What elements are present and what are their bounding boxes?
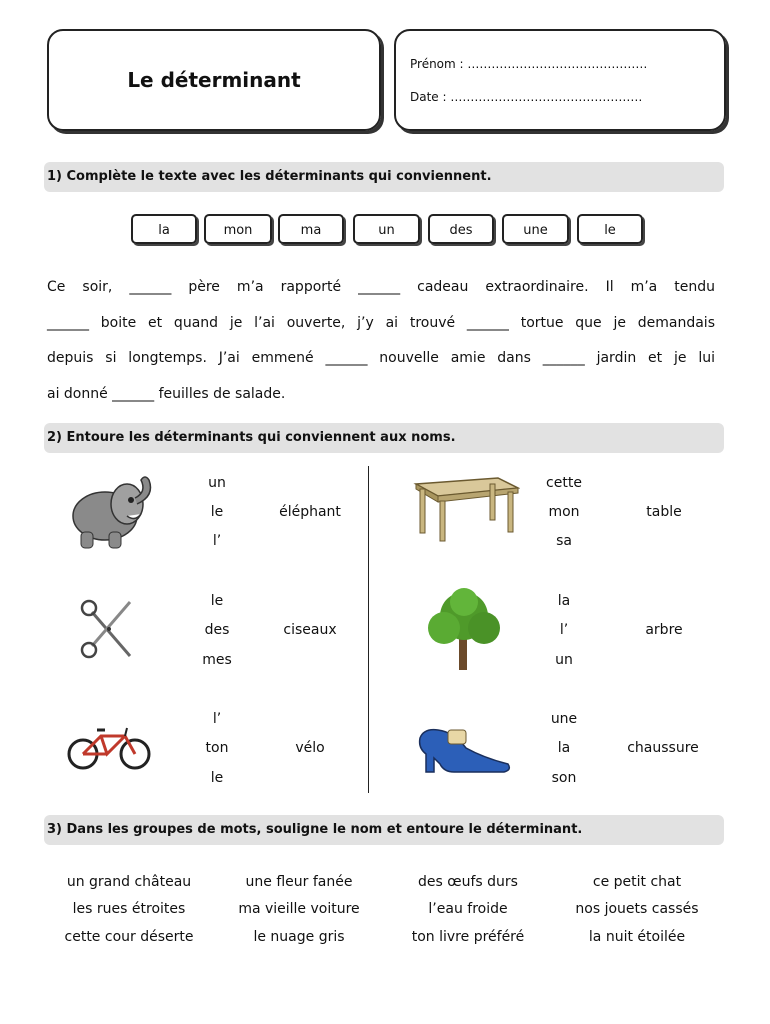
determiner-option[interactable]: le xyxy=(210,504,224,520)
word-group[interactable]: cette cour déserte xyxy=(64,929,194,945)
determiner-option[interactable]: l’ xyxy=(212,711,222,727)
tree-icon xyxy=(420,586,508,674)
determiner-option[interactable]: un xyxy=(555,652,573,668)
table-icon xyxy=(410,474,520,544)
noun-label: chaussure xyxy=(627,740,699,756)
prenom-field[interactable]: Prénom : ……………………………………… xyxy=(410,57,648,71)
word-box-un: un xyxy=(353,214,420,244)
scissors-icon xyxy=(78,598,136,660)
noun-label: ciseaux xyxy=(283,622,337,638)
word-group[interactable]: l’eau froide xyxy=(428,901,508,917)
determiner-option[interactable]: sa xyxy=(556,533,572,549)
exercise-2-heading: 2) Entoure les déterminants qui conviennent aux noms. xyxy=(44,423,724,453)
shoe-icon xyxy=(414,724,514,776)
text-line: depuis si longtemps. J’ai emmené ______ nouvelle amie dans ______ jardin et je lui xyxy=(47,350,715,366)
determiner-option[interactable]: la xyxy=(557,593,571,609)
elephant-icon xyxy=(65,474,160,550)
noun-label: arbre xyxy=(645,622,683,638)
determiner-option[interactable]: le xyxy=(210,593,224,609)
date-field[interactable]: Date : ………………………………………… xyxy=(410,90,643,104)
word-box-des: des xyxy=(428,214,494,244)
text-line: Ce soir, ______ père m’a rapporté ______ cadeau extraordinaire. Il m’a tendu xyxy=(47,279,715,295)
text-line: ______ boite et quand je l’ai ouverte, j’y ai trouvé ______ tortue que je demandais xyxy=(47,314,715,331)
determiner-option[interactable]: un xyxy=(208,475,226,491)
word-group[interactable]: le nuage gris xyxy=(253,929,345,945)
word-box-ma: ma xyxy=(278,214,344,244)
determiner-option[interactable]: cette xyxy=(546,475,582,491)
word-box-la: la xyxy=(131,214,197,244)
column-divider xyxy=(368,466,369,793)
determiner-option[interactable]: la xyxy=(557,740,571,756)
word-group[interactable]: ma vieille voiture xyxy=(238,901,360,917)
title-box xyxy=(47,29,381,131)
student-info-box xyxy=(394,29,726,131)
word-box-mon: mon xyxy=(204,214,272,244)
determiner-option[interactable]: ton xyxy=(205,740,229,756)
determiner-option[interactable]: mon xyxy=(548,504,580,520)
bicycle-icon xyxy=(67,722,151,772)
determiner-option[interactable]: une xyxy=(550,711,578,727)
word-box-une: une xyxy=(502,214,569,244)
exercise-1-heading: 1) Complète le texte avec les déterminants qui conviennent. xyxy=(44,162,724,192)
word-group[interactable]: des œufs durs xyxy=(418,874,518,890)
determiner-option[interactable]: le xyxy=(210,770,224,786)
determiner-option[interactable]: des xyxy=(204,622,230,638)
word-box-le: le xyxy=(577,214,643,244)
word-group[interactable]: ce petit chat xyxy=(592,874,682,890)
word-group[interactable]: les rues étroites xyxy=(72,901,186,917)
determiner-option[interactable]: mes xyxy=(202,652,232,668)
noun-label: table xyxy=(646,504,682,520)
page-title: Le déterminant xyxy=(127,68,301,92)
noun-label: éléphant xyxy=(279,504,341,520)
word-group[interactable]: un grand château xyxy=(66,874,192,890)
fill-in-text xyxy=(47,270,715,412)
word-group[interactable]: nos jouets cassés xyxy=(575,901,699,917)
noun-label: vélo xyxy=(295,740,325,756)
word-group[interactable]: la nuit étoilée xyxy=(588,929,686,945)
text-line: ai donné ______ feuilles de salade. xyxy=(47,385,286,402)
word-group[interactable]: ton livre préféré xyxy=(411,929,525,945)
exercise-3-heading: 3) Dans les groupes de mots, souligne le nom et entoure le déterminant. xyxy=(44,815,724,845)
determiner-option[interactable]: l’ xyxy=(559,622,569,638)
word-group[interactable]: une fleur fanée xyxy=(245,874,353,890)
determiner-option[interactable]: l’ xyxy=(212,533,222,549)
determiner-option[interactable]: son xyxy=(551,770,577,786)
